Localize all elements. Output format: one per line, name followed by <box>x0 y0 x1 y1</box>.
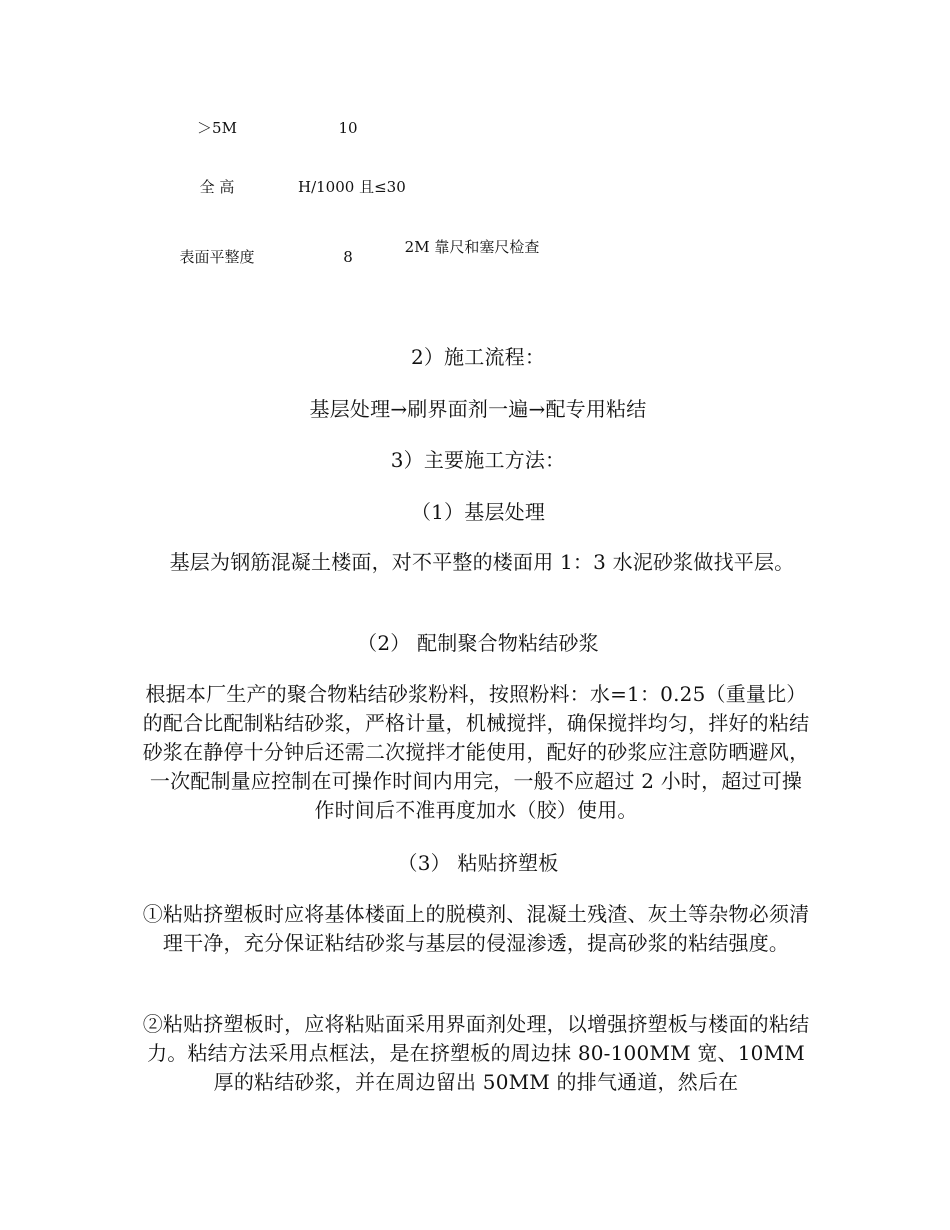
table-method-cell: 2M 靠尺和塞尺检查 <box>404 238 540 256</box>
sub1-text: 基层为钢筋混凝土楼面，对不平整的楼面用 1：3 水泥砂浆做找平层。 <box>169 550 795 574</box>
method-heading: 3）主要施工方法： <box>390 448 566 472</box>
table-value-cell: 10 <box>338 119 358 137</box>
sub1-heading: （1）基层处理 <box>410 500 546 524</box>
sub2-text: 根据本厂生产的聚合物粘结砂浆粉料，按照粉料：水=1：0.25（重量比）的配合比配制粘结砂浆，严格计量，机械搅拌，确保搅拌均匀，拌好的粘结砂浆在静停十分钟后还需二次搅拌才能使用，配好的砂浆应注意防晒避风，一次配制量应控制在可操作时间内用完，一般不应超过 2 小时，超过可操作时间后不准再度加水（胶）使用。 <box>142 682 810 822</box>
table-item-cell: 表面平整度 <box>179 248 255 266</box>
table-value-cell: H/1000 且≤30 <box>298 178 406 196</box>
sub3-heading: （3） 粘贴挤塑板 <box>397 851 559 875</box>
table-value-cell: 8 <box>343 248 353 266</box>
sub3-paragraph-2: ②粘贴挤塑板时，应将粘贴面采用界面剂处理，以增强挤塑板与楼面的粘结力。粘结方法采用点框法，是在挤塑板的周边抹 80-100MM 宽、10MM 厚的粘结砂浆，并在周边留出 50MM 的排气通道，然后在 <box>142 1012 810 1094</box>
flow-text: 基层处理→刷界面剂一遍→配专用粘结 <box>309 397 647 421</box>
table-item-cell: 全 高 <box>199 178 235 196</box>
flow-heading: 2）施工流程： <box>410 345 546 369</box>
table-item-cell: ＞5M <box>197 119 237 137</box>
sub2-heading: （2） 配制聚合物粘结砂浆 <box>357 631 599 655</box>
sub3-paragraph-1: ①粘贴挤塑板时应将基体楼面上的脱模剂、混凝土残渣、灰土等杂物必须清理干净，充分保证粘结砂浆与基层的侵湿渗透，提高砂浆的粘结强度。 <box>142 902 810 955</box>
